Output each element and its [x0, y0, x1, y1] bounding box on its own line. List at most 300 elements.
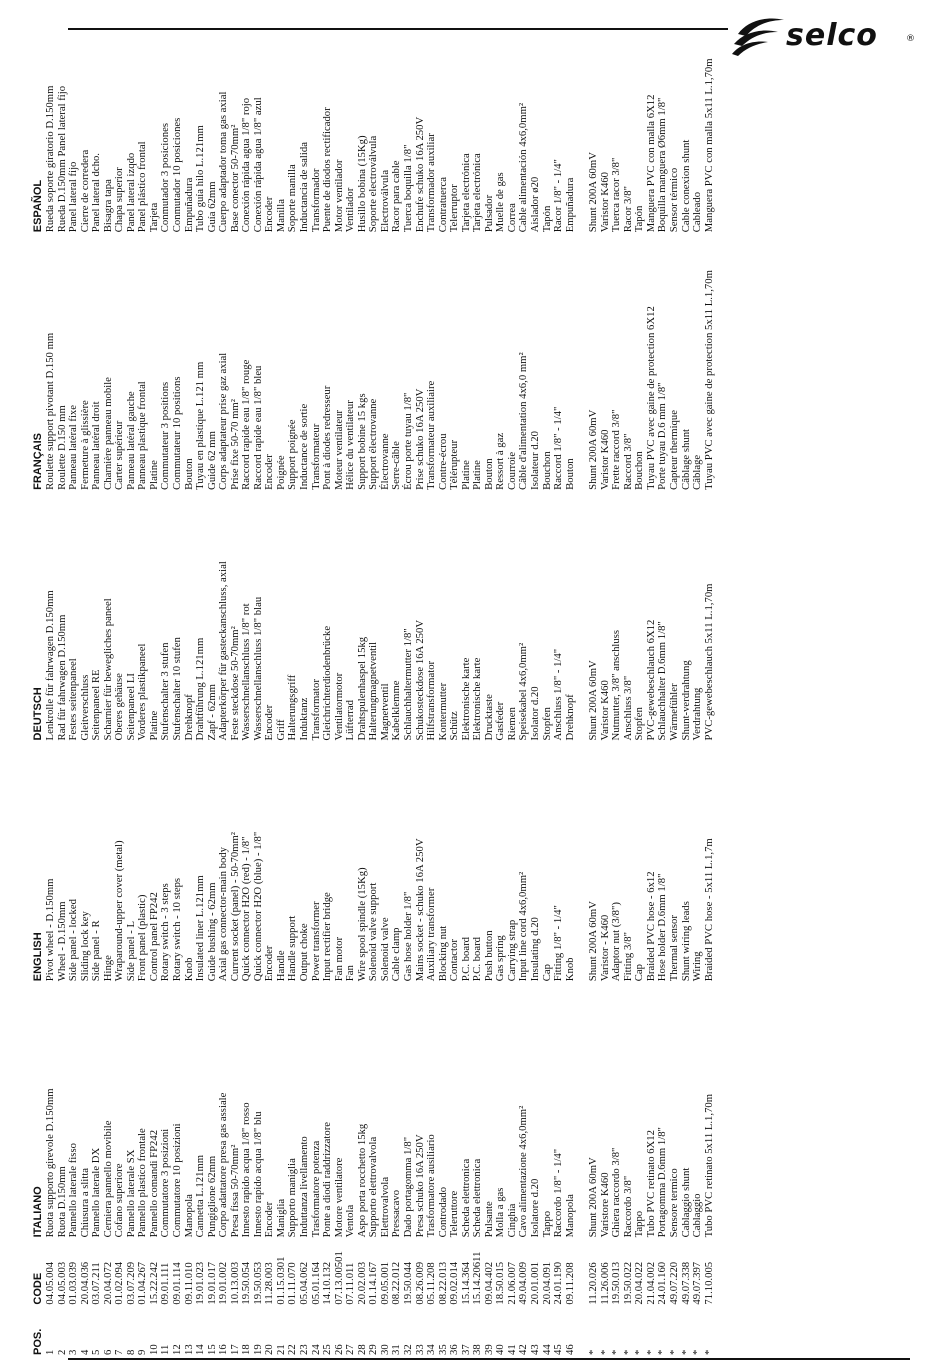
cell-fr: Tuyau PVC avec gaine de protection 6X12	[644, 306, 657, 490]
cell-pos: 24	[309, 1344, 322, 1355]
cell-fr: Porte tuyau D.6 mm 1/8"	[656, 382, 669, 490]
cell-fr: Prise fixe 50-70 mm²	[228, 399, 241, 490]
cell-es: Varistor K460	[598, 171, 611, 233]
table-row	[426, 25, 438, 1355]
cell-it: Pannello laterale fisso	[67, 1143, 80, 1238]
cell-en: Quick connector H2O (blue) - 1/8"	[251, 831, 264, 982]
cell-en: Contactor	[448, 939, 461, 982]
cell-pos: 16	[217, 1344, 230, 1355]
cell-de: Wärmefühler	[667, 683, 680, 741]
cell-code: 09.01.111	[159, 1262, 172, 1305]
cell-fr: Bouton	[182, 458, 195, 490]
cell-de: Transformator	[309, 679, 322, 741]
cell-en: Rotary switch - 10 steps	[171, 877, 184, 982]
cell-pos: 20	[263, 1344, 276, 1355]
cell-code: 11.28.003	[263, 1262, 276, 1305]
cell-it: Commutatore 10 posizioni	[171, 1123, 184, 1238]
cell-it: Manopola	[563, 1194, 576, 1238]
cell-pos: 19	[251, 1344, 264, 1355]
header-francais: FRANÇAIS	[32, 433, 45, 490]
cell-es: Muelle de gas	[494, 172, 507, 233]
cell-fr: Câble d'alimentation 4x6,0 mm²	[517, 352, 530, 490]
cell-en: Carrying strap	[505, 919, 518, 982]
cell-pos: 36	[448, 1344, 461, 1355]
cell-pos: 35	[436, 1344, 449, 1355]
cell-code: 08.26.009	[413, 1261, 426, 1305]
cell-es: Soporte manilla	[286, 164, 299, 233]
cell-de: Gleichrichterdiodenbrücke	[321, 625, 334, 741]
cell-code: 05.01.164	[309, 1261, 322, 1305]
cell-en: Sliding lock key	[78, 911, 91, 982]
cell-code: 09.11.010	[182, 1262, 195, 1305]
cell-es: Contratuerca	[436, 177, 449, 233]
table-row	[565, 25, 577, 1355]
cell-en: Current socket (panel) - 50-70mm²	[228, 832, 241, 982]
cell-de: Ventilatormotor	[332, 672, 345, 741]
cell-code: 18.50.015	[494, 1261, 507, 1305]
cell-fr: Support bobine 15 kgs	[355, 393, 368, 490]
cell-de: Feste steckdose 50-70mm²	[228, 626, 241, 741]
cell-fr: Câblage	[691, 454, 704, 490]
cell-pos: 8	[124, 1349, 137, 1355]
cell-es: Panel lateral dcho.	[90, 153, 103, 233]
cell-fr: Roulette D.150 mm	[55, 405, 68, 490]
cell-en: Braided PVC hose - 5x11 L.1,7m	[702, 838, 715, 982]
cell-code: 19.50.022	[621, 1261, 634, 1305]
brand-name: selco	[786, 18, 878, 53]
cell-fr: Encoder	[263, 454, 276, 490]
header-pos: POS.	[32, 1328, 45, 1355]
cell-fr: Charnière panneau mobile	[101, 377, 114, 490]
cell-es: Manguera PVC con malla 5x11 L.1,70m	[702, 58, 715, 233]
cell-pos: *	[621, 1349, 634, 1355]
cell-code: 03.07.209	[124, 1261, 137, 1305]
cell-fr: Panneau latéral fixe	[67, 404, 80, 490]
parts-table	[30, 25, 715, 1355]
cell-code: 20.04.072	[101, 1261, 114, 1305]
cell-pos: 11	[159, 1344, 172, 1355]
cell-en: Front panel (plastic)	[136, 894, 149, 982]
cell-pos: 46	[563, 1344, 576, 1355]
header-row	[30, 25, 45, 1355]
cell-fr: Carter supérieur	[113, 420, 126, 490]
cell-es: Base conector 50-70mm²	[228, 124, 241, 233]
cell-code: 20.04.036	[78, 1261, 91, 1305]
cell-it: Dado portagomma 1/8"	[401, 1136, 414, 1238]
cell-code: 15.14.20611	[471, 1251, 484, 1305]
cell-it: Varistore K460	[598, 1172, 611, 1238]
cell-en: Handle support	[286, 915, 299, 982]
cell-fr: Panneau plastique frontal	[136, 381, 149, 490]
cell-es: Transformador	[309, 168, 322, 233]
cell-fr: Platine	[147, 460, 160, 490]
cell-code: 01.11.070	[286, 1262, 299, 1305]
cell-de: Vorderes plastikpaneel	[136, 643, 149, 741]
cell-it: Pannello plastico frontale	[136, 1128, 149, 1238]
table-row	[588, 25, 600, 1355]
cell-de: Schukosteckdose 16A 250V	[413, 619, 426, 741]
cell-en: Shunt wiring leads	[679, 901, 692, 982]
cell-it: Tubo PVC retinato 5x11 L.1,70m	[702, 1093, 715, 1238]
cell-code: 11.26.006	[598, 1262, 611, 1305]
cell-en: Side panel - L	[124, 920, 137, 982]
cell-it: Presa fissa 50-70mm²	[228, 1144, 241, 1238]
cell-fr: Platine	[459, 460, 472, 490]
cell-code: 71.10.005	[702, 1261, 715, 1305]
cell-it: Supporto elettrovalvola	[367, 1136, 380, 1238]
cell-fr: Hélice du ventilateur	[344, 400, 357, 490]
cell-pos: 30	[378, 1344, 391, 1355]
cell-de: Kontermutter	[436, 682, 449, 741]
cell-de: Lenkrolle für fahrwagen D.150mm	[44, 590, 56, 741]
cell-pos: 27	[344, 1344, 357, 1355]
cell-pos: 38	[471, 1344, 484, 1355]
cell-code: 09.01.114	[171, 1262, 184, 1305]
cell-it: Ventola	[344, 1204, 357, 1238]
cell-de: Halterungsgriff	[286, 674, 299, 741]
cell-code: 20.01.001	[528, 1261, 541, 1305]
cell-it: Aspo porta rocchetto 15kg	[355, 1123, 368, 1238]
cell-de: PVC-gewebeschlauch 5x11 L.1,70m	[702, 583, 715, 741]
table-row	[553, 25, 565, 1355]
cell-it: Supporto maniglia	[286, 1158, 299, 1238]
cell-es: Puente de diodos rectificador	[321, 107, 334, 233]
cell-fr: Câblage shunt	[679, 428, 692, 490]
cell-fr: Platine	[471, 460, 484, 490]
parts-list	[30, 25, 940, 1355]
cell-es: Cable alimentación 4x6,0mm²	[517, 102, 530, 233]
cell-es: Shunt 200A 60mV	[587, 152, 600, 233]
cell-en: Guide bushing - 62mm	[205, 882, 218, 982]
cell-de: Stufenschalter 10 stufen	[171, 637, 184, 741]
cell-pos: *	[633, 1349, 646, 1355]
cell-de: Schlauchhalter D.6mm 1/8"	[656, 621, 669, 741]
cell-code: 15.14.364	[459, 1261, 472, 1305]
cell-de: PVC-gewebeschlauch 6X12	[644, 619, 657, 741]
cell-code: 19.01.023	[194, 1261, 207, 1305]
cell-fr: Fermeture à glissière	[78, 400, 91, 490]
cell-en: Fitting 3/8"	[621, 932, 634, 982]
cell-de: Stopfen	[633, 707, 646, 741]
cell-fr: Raccord rapide eau 1/8" rouge	[240, 359, 253, 490]
cell-it: Pungiglione 62mm	[205, 1155, 218, 1238]
cell-fr: Commutateur 10 positions	[171, 376, 184, 490]
cell-pos: 26	[332, 1344, 345, 1355]
table-row	[45, 25, 57, 1355]
cell-de: Griff	[274, 719, 287, 741]
cell-code: 24.01.160	[656, 1261, 669, 1305]
cell-code: 49.07.338	[679, 1261, 692, 1305]
cell-es: Soporte electroválvula	[367, 135, 380, 233]
cell-es: Pulsador	[482, 194, 495, 233]
cell-it: Pannello laterale SX	[124, 1149, 137, 1238]
cell-en: Knob	[563, 957, 576, 982]
cell-code: 04.05.003	[55, 1261, 68, 1305]
cell-de: Wasserschnellanschluss 1/8" rot	[240, 603, 253, 741]
cell-fr: Shunt 200A 60mV	[587, 409, 600, 490]
cell-pos: 6	[101, 1349, 114, 1355]
cell-fr: Roulette support pivotant D.150 mm	[44, 332, 56, 490]
cell-pos: 2	[55, 1349, 68, 1355]
cell-de: Zapf - 62mm	[205, 684, 218, 741]
cell-de: Festes seitenpaneel	[67, 658, 80, 741]
cell-it: Trasformatore potenza	[309, 1140, 322, 1238]
cell-pos: 15	[205, 1344, 218, 1355]
cell-it: Portagomma D.6mm 1/8"	[656, 1127, 669, 1238]
cell-es: Conmutador 10 posiciones	[171, 117, 184, 233]
cell-es: Conexión rápida agua 1/8" azul	[251, 97, 264, 233]
cell-pos: *	[644, 1349, 657, 1355]
cell-es: Bisagra tapa	[101, 179, 114, 233]
cell-de: Wasserschnellanschluss 1/8" blau	[251, 596, 264, 741]
cell-es: Cable conexion shunt	[679, 139, 692, 233]
cell-fr: Courroie	[505, 451, 518, 490]
cell-code: 01.15.0301	[274, 1256, 287, 1305]
cell-es: Inductancia de salida	[298, 142, 311, 233]
cell-fr: Bouchon	[540, 451, 553, 490]
cell-pos: 5	[90, 1349, 103, 1355]
cell-de: Hilfstransformator	[425, 660, 438, 741]
cell-it: Cofano superiore	[113, 1163, 126, 1238]
cell-it: Ghiera raccordo 3/8"	[610, 1147, 623, 1238]
cell-es: Racor 1/8" - 1/4"	[552, 159, 565, 233]
cell-fr: Raccord 3/8"	[621, 433, 634, 490]
cell-code: 20.02.003	[355, 1261, 368, 1305]
cell-es: Enchufe schuko 16A 250V	[413, 116, 426, 233]
registered-mark: ®	[906, 34, 915, 44]
cell-fr: Panneau latéral gauche	[124, 391, 137, 490]
cell-fr: Électrovanne	[378, 433, 391, 490]
cell-fr: Varistor K460	[598, 429, 611, 490]
cell-code: 19.50.053	[251, 1261, 264, 1305]
cell-code: 49.04.009	[517, 1261, 530, 1305]
cell-code: 10.13.003	[228, 1261, 241, 1305]
cell-it: Motore ventilatore	[332, 1157, 345, 1238]
cell-de: Adapterkörper für gasteckanschluss, axial	[217, 561, 230, 741]
cell-en: Shunt 200A 60mV	[587, 901, 600, 982]
cell-de: Shunt 200A 60mV	[587, 660, 600, 741]
cell-it: Trasformatore ausiliario	[425, 1134, 438, 1238]
cell-pos: 39	[482, 1344, 495, 1355]
header-code: CODE	[32, 1272, 45, 1305]
cell-es: Panel lateral izqdo	[124, 152, 137, 233]
cell-it: Scheda elettronica	[471, 1158, 484, 1238]
cell-de: Varistor K460	[598, 680, 611, 741]
cell-it: Pressacavo	[390, 1189, 403, 1238]
cell-es: Transformador auxiliar	[425, 133, 438, 233]
cell-es: Husillo bobina (15Kg)	[355, 135, 368, 233]
cell-en: Auxiliary transformer	[425, 887, 438, 982]
cell-es: Tubo guía hilo L.121mm	[194, 125, 207, 233]
cell-pos: 21	[274, 1344, 287, 1355]
cell-de: Anschluss 1/8" - 1/4"	[552, 648, 565, 741]
cell-fr: Corps adaptateur prise gaz axial	[217, 352, 230, 490]
cell-de: Nutmutter, 3/8" anschluss	[610, 629, 623, 741]
table-row	[172, 25, 184, 1355]
cell-en: Insulated liner L.121mm	[194, 875, 207, 982]
cell-de: Speisekabel 4x6,0mm²	[517, 642, 530, 741]
cell-code: 14.10.132	[321, 1261, 334, 1305]
cell-fr: Capteur thermique	[667, 410, 680, 490]
cell-code: 19.01.017	[205, 1261, 218, 1305]
cell-fr: Frette raccord 3/8"	[610, 409, 623, 490]
cell-en: Thermal sensor	[667, 915, 680, 982]
cell-en: P.C. board	[471, 936, 484, 982]
cell-fr: Poignée	[274, 455, 287, 490]
cell-fr: Bouchon	[633, 451, 646, 490]
cell-fr: Guide 62 mm	[205, 431, 218, 490]
cell-code: 04.05.004	[44, 1261, 56, 1305]
cell-it: Teleruttore	[448, 1190, 461, 1238]
cell-code: 49.07.220	[667, 1261, 680, 1305]
cell-pos: 32	[401, 1344, 414, 1355]
cell-de: Stopfen	[540, 707, 553, 741]
cell-pos: 18	[240, 1344, 253, 1355]
cell-de: Seitenpaneel LI	[124, 673, 137, 741]
cell-es: Tarjeta electrónica	[459, 153, 472, 233]
cell-code: 19.50.044	[401, 1261, 414, 1305]
cell-fr: Ressort à gaz	[494, 432, 507, 490]
cell-en: Rotary switch - 3 steps	[159, 883, 172, 982]
cell-fr: Inductance de sortie	[298, 403, 311, 490]
cell-it: Isolatore d.20	[528, 1178, 541, 1238]
cell-en: Output choke	[298, 923, 311, 982]
cell-it: Cablaggio shunt	[679, 1167, 692, 1238]
cell-en: Varistor - K460	[598, 914, 611, 982]
cell-de: Stufenschalter 3 stufen	[159, 642, 172, 741]
cell-fr: Bouton	[563, 458, 576, 490]
cell-it: Pannello laterale DX	[90, 1147, 103, 1238]
cell-code: 07.13.00501	[332, 1251, 345, 1305]
cell-en: Fan motor	[332, 937, 345, 982]
cell-pos: 44	[540, 1344, 553, 1355]
cell-pos: 33	[413, 1344, 426, 1355]
cell-es: Racor para cable	[390, 160, 403, 233]
cell-es: Tapón	[540, 205, 553, 233]
cell-es: Rueda soporte giratorio D.150mm	[44, 85, 56, 233]
bottom-rule	[68, 1358, 910, 1360]
cell-it: Molla a gas	[494, 1187, 507, 1238]
cell-de: Elektronische karte	[471, 657, 484, 741]
cell-code: 09.11.208	[563, 1262, 576, 1305]
cell-pos: 22	[286, 1344, 299, 1355]
cell-it: Raccordo 1/8" - 1/4"	[552, 1148, 565, 1238]
cell-es: Cableado	[691, 191, 704, 233]
cell-de: Scharnier für bewegliches paneel	[101, 598, 114, 741]
cell-en: Insulating d.20	[528, 917, 541, 982]
cell-es: Rueda D.150mm Panel lateral fijo	[55, 85, 68, 233]
cell-code: 01.03.039	[67, 1261, 80, 1305]
cell-it: Tappo	[540, 1210, 553, 1238]
cell-it: Cablaggio	[691, 1193, 704, 1238]
cell-code: 24.01.190	[552, 1261, 565, 1305]
cell-pos: 17	[228, 1344, 241, 1355]
cell-it: Shunt 200A 60mV	[587, 1157, 600, 1238]
cell-it: Sensore termico	[667, 1168, 680, 1238]
cell-en: Quick connector H2O (red) - 1/8"	[240, 836, 253, 982]
cell-de: Schütz	[448, 711, 461, 741]
table-row	[195, 25, 207, 1355]
cell-fr: Contre-écrou	[436, 433, 449, 490]
cell-it: Induttanza livellamento	[298, 1136, 311, 1238]
header-espanol: ESPAÑOL	[32, 179, 45, 233]
cell-code: 05.11.208	[425, 1262, 438, 1305]
cell-pos: 37	[459, 1344, 472, 1355]
cell-fr: Raccord 1/8" - 1/4"	[552, 406, 565, 490]
cell-it: Corpo adattatore presa gas assiale	[217, 1092, 230, 1238]
cell-en: Hinge	[101, 955, 114, 982]
cell-it: Ponte a diodi raddrizzatore	[321, 1121, 334, 1238]
cell-en: Push button	[482, 930, 495, 982]
cell-it: Innesto rapido acqua 1/8" blu	[251, 1111, 264, 1238]
cell-fr: Tuyau en plastique L.121 mm	[194, 361, 207, 490]
cell-it: Scheda elettronica	[459, 1158, 472, 1238]
cell-it: Cavo alimentazione 4x6,0mm²	[517, 1105, 530, 1238]
cell-it: Pannello comandi FP242	[147, 1129, 160, 1238]
cell-es: Boquilla manguera Ø6mm 1/8"	[656, 97, 669, 233]
cell-pos: 41	[505, 1344, 518, 1355]
cell-code: 20.04.022	[633, 1261, 646, 1305]
cell-fr: Support poignée	[286, 419, 299, 490]
cell-code: 11.20.026	[587, 1262, 600, 1305]
cell-de: Verdrahtung	[691, 687, 704, 741]
table-row	[669, 25, 681, 1355]
cell-es: Conexión rápida agua 1/8" rojo	[240, 97, 253, 233]
cell-es: Tapón	[633, 205, 646, 233]
cell-code: 01.04.267	[136, 1261, 149, 1305]
cell-es: Cuerpo adaptador toma gas axial	[217, 91, 230, 233]
cell-es: Cierre de corredera	[78, 149, 91, 233]
cell-en: Mains socket - schuko 16A 250V	[413, 838, 426, 982]
cell-en: Cap	[633, 964, 646, 982]
cell-code: 49.07.397	[691, 1261, 704, 1305]
cell-pos: 9	[136, 1349, 149, 1355]
table-row	[403, 25, 415, 1355]
cell-pos: 34	[425, 1344, 438, 1355]
cell-fr: Panneau latéral droit	[90, 401, 103, 490]
header-english: ENGLISH	[32, 932, 45, 982]
cell-es: Panel plástico frontal	[136, 141, 149, 233]
cell-it: Chiusura a slitta	[78, 1167, 91, 1238]
cell-code: 09.04.402	[482, 1261, 495, 1305]
cell-es: Empuñadura	[182, 177, 195, 233]
cell-en: Gas hose holder 1/8"	[401, 891, 414, 982]
cell-de: Drehknopf	[182, 694, 195, 741]
cell-en: Solenoid valve support	[367, 882, 380, 982]
cell-pos: 40	[494, 1344, 507, 1355]
cell-code: 21.06.007	[505, 1261, 518, 1305]
cell-en: Pivot wheel - D.150mm	[44, 878, 56, 982]
cell-pos: 3	[67, 1349, 80, 1355]
cell-pos: *	[610, 1349, 623, 1355]
cell-fr: Moteur ventilateur	[332, 410, 345, 490]
header-deutsch: DEUTSCH	[32, 687, 45, 741]
cell-en: Solenoid valve	[378, 917, 391, 982]
cell-code: 01.02.094	[113, 1261, 126, 1305]
cell-de: Induktanz	[298, 697, 311, 741]
cell-code: 08.22.013	[436, 1261, 449, 1305]
cell-en: Adaptor nut (3/8")	[610, 902, 623, 982]
cell-es: Motor ventilador	[332, 159, 345, 233]
cell-de: Riemen	[505, 707, 518, 741]
cell-fr: Support électrovanne	[367, 398, 380, 490]
cell-pos: 4	[78, 1349, 91, 1355]
table-row	[704, 25, 716, 1355]
cell-en: Encoder	[263, 945, 276, 982]
cell-en: Control panel FP242	[147, 892, 160, 982]
cell-code: 19.50.054	[240, 1261, 253, 1305]
cell-en: Side panel - R	[90, 920, 103, 982]
